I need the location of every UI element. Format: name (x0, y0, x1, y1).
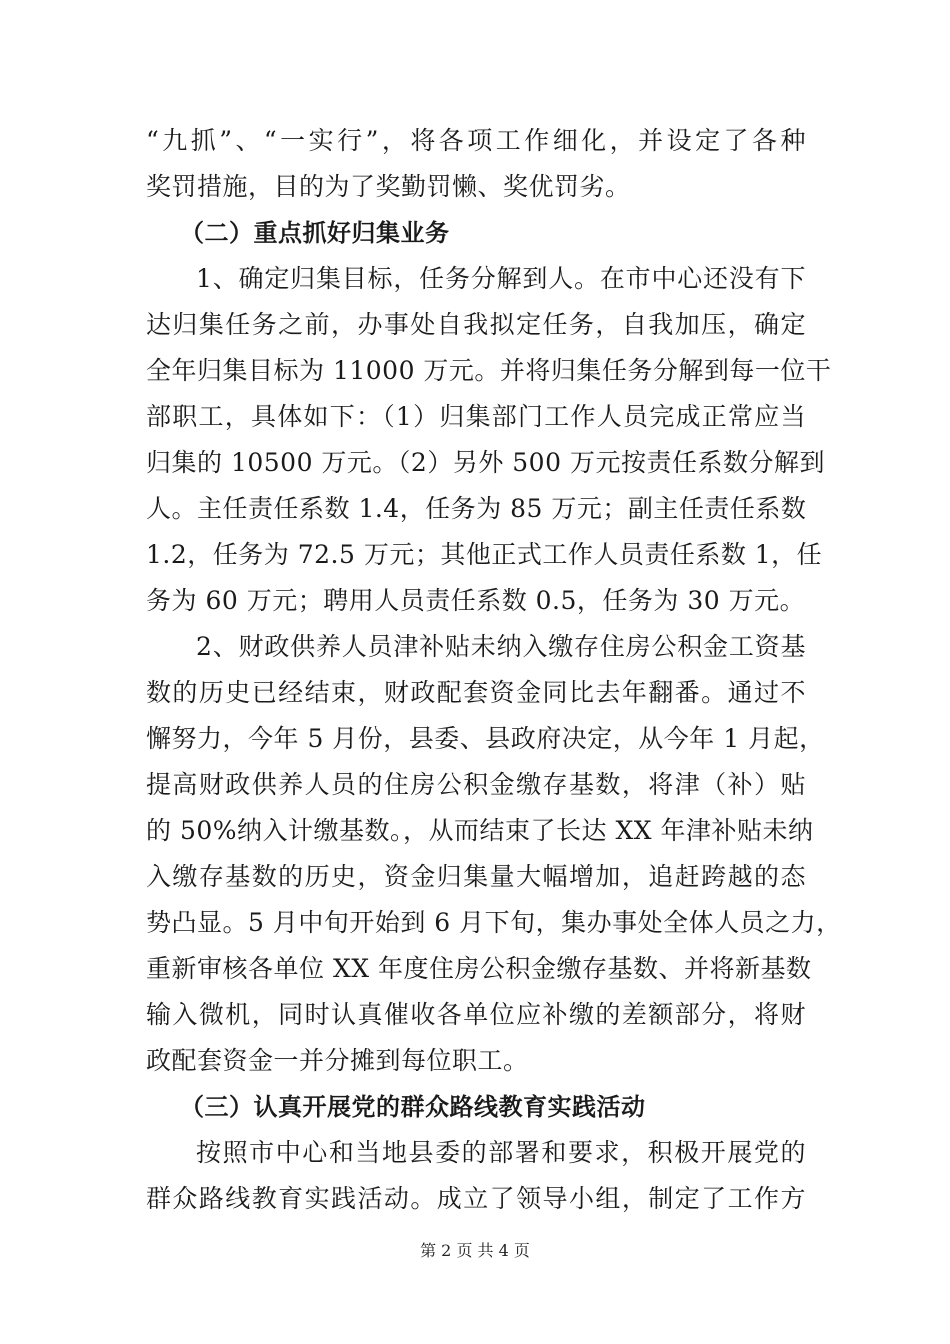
paragraph-line: 势凸显。5 月中旬开始到 6 月下旬，集办事处全体人员之力， (146, 908, 842, 937)
paragraph-line: 懈努力，今年 5 月份，县委、县政府决定，从今年 1 月起， (146, 724, 825, 753)
document-body (146, 118, 842, 1222)
paragraph-line: 1、确定归集目标，任务分解到人。在市中心还没有下 (196, 264, 806, 293)
paragraph-line: 达归集任务之前，办事处自我拟定任务，自我加压，确定 (146, 310, 806, 339)
paragraph-line: 的 50%纳入计缴基数。，从而结束了长达 XX 年津补贴未纳 (146, 816, 814, 845)
paragraph-line: 按照市中心和当地县委的部署和要求，积极开展党的 (196, 1138, 806, 1167)
paragraph-line: 输入微机，同时认真催收各单位应补缴的差额部分，将财 (146, 1000, 806, 1029)
paragraph-line: 归集的 10500 万元。（2）另外 500 万元按责任系数分解到 (146, 448, 825, 477)
paragraph-line: 奖罚措施，目的为了奖勤罚懒、奖优罚劣。 (146, 172, 631, 201)
paragraph-line: 数的历史已经结束，财政配套资金同比去年翻番。通过不 (146, 678, 806, 707)
paragraph-line: 提高财政供养人员的住房公积金缴存基数，将津（补）贴 (146, 770, 806, 799)
paragraph-line: 务为 60 万元；聘用人员责任系数 0.5，任务为 30 万元。 (146, 586, 806, 615)
paragraph-line: 政配套资金一并分摊到每位职工。 (146, 1046, 529, 1075)
paragraph-line: 1.2，任务为 72.5 万元；其他正式工作人员责任系数 1，任 (146, 540, 823, 569)
paragraph-line: 部职工，具体如下：（1）归集部门工作人员完成正常应当 (146, 402, 806, 431)
paragraph-line: 2、财政供养人员津补贴未纳入缴存住房公积金工资基 (196, 632, 806, 661)
paragraph-line: 全年归集目标为 11000 万元。并将归集任务分解到每一位干 (146, 356, 832, 385)
page-footer: 第 2 页 共 4 页 (420, 1241, 530, 1260)
paragraph-line: 入缴存基数的历史，资金归集量大幅增加，追赶跨越的态 (146, 862, 806, 891)
section-heading: （三）认真开展党的群众路线教育实践活动 (180, 1093, 646, 1121)
paragraph-line: “九抓”、“一实行”，将各项工作细化，并设定了各种 (146, 126, 806, 155)
paragraph-line: 重新审核各单位 XX 年度住房公积金缴存基数、并将新基数 (146, 954, 812, 983)
paragraph-line: 群众路线教育实践活动。成立了领导小组，制定了工作方 (146, 1184, 806, 1213)
paragraph-line: 人。主任责任系数 1.4，任务为 85 万元；副主任责任系数 (146, 494, 807, 523)
section-heading: （二）重点抓好归集业务 (180, 219, 450, 247)
